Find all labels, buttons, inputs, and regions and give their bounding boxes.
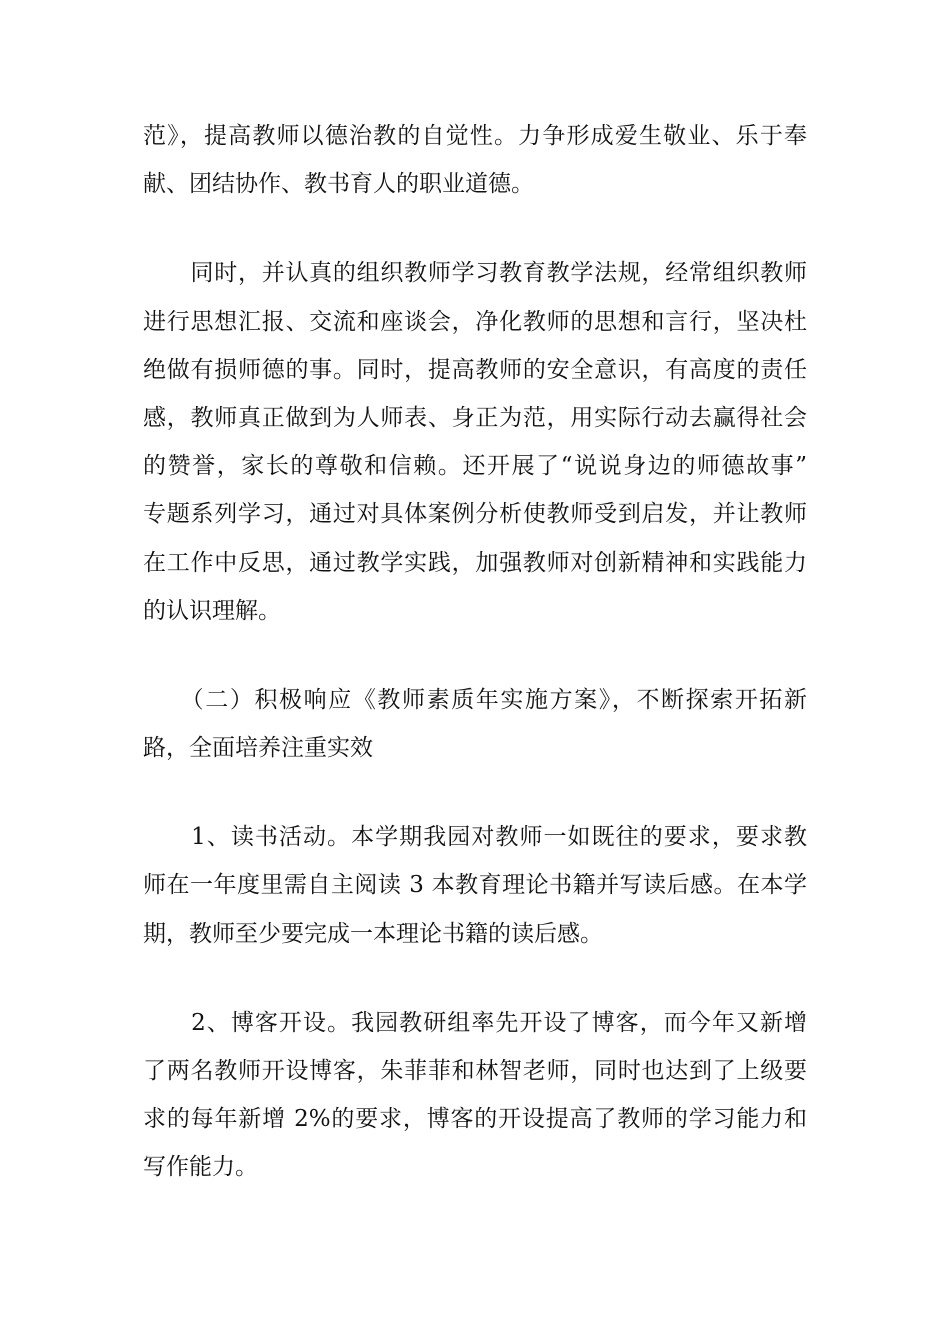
paragraph-teacher-ethics-ending	[143, 112, 807, 208]
paragraph-line: 范》，提高教师以德治教的自觉性。力争形成爱生敬业、乐于奉	[143, 123, 807, 149]
paragraph-line: 的赞誉，家长的尊敬和信赖。还开展了“说说身边的师德故事”	[143, 453, 807, 480]
paragraph-blog-setup	[143, 999, 807, 1192]
paragraph-line: 献、团结协作、教书育人的职业道德。	[143, 171, 534, 198]
paragraph-line: 1、读书活动。本学期我园对教师一如既往的要求，要求教	[143, 824, 807, 851]
paragraph-reading-activity	[143, 813, 807, 958]
paragraph-education-regulations	[143, 249, 807, 635]
paragraph-line: 求的每年新增 2%的要求，博客的开设提高了教师的学习能力和	[143, 1106, 807, 1133]
paragraph-line: 的认识理解。	[143, 597, 281, 624]
paragraph-line: 2、博客开设。我园教研组率先开设了博客，而今年又新增	[143, 1009, 807, 1036]
paragraph-line: 进行思想汇报、交流和座谈会，净化教师的思想和言行，坚决杜	[143, 308, 807, 335]
paragraph-line: 在工作中反思，通过教学实践，加强教师对创新精神和实践能力	[143, 549, 807, 576]
paragraph-line: 同时，并认真的组织教师学习教育教学法规，经常组织教师	[143, 260, 807, 287]
paragraph-line: 师在一年度里需自主阅读 3 本教育理论书籍并写读后感。在本学	[143, 872, 807, 899]
paragraph-line: 期，教师至少要完成一本理论书籍的读后感。	[143, 920, 603, 947]
section-heading-line: （二）积极响应《教师素质年实施方案》，不断探索开拓新	[143, 686, 807, 713]
paragraph-line: 专题系列学习，通过对具体案例分析使教师受到启发，并让教师	[143, 501, 807, 528]
document-body	[143, 112, 807, 1233]
paragraph-line: 了两名教师开设博客，朱菲菲和林智老师，同时也达到了上级要	[143, 1058, 807, 1084]
section-heading-line: 路，全面培养注重实效	[143, 735, 373, 762]
paragraph-line: 绝做有损师德的事。同时，提高教师的安全意识，有高度的责任	[143, 356, 807, 383]
section-heading-two	[143, 676, 807, 772]
paragraph-line: 感，教师真正做到为人师表、身正为范，用实际行动去赢得社会	[143, 404, 807, 431]
paragraph-line: 写作能力。	[143, 1154, 258, 1181]
